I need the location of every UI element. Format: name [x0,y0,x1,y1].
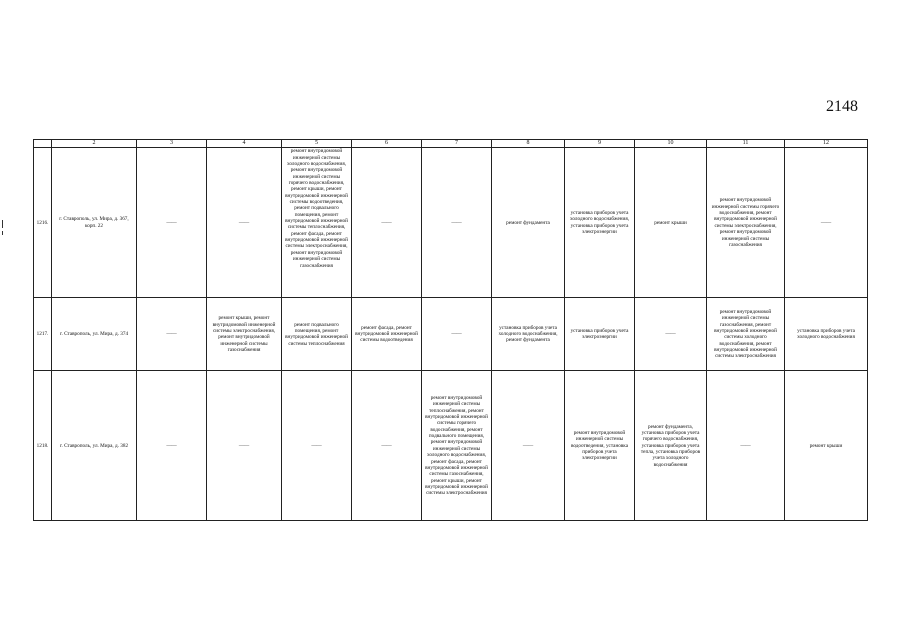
header-cell [34,140,52,148]
row-number: 1216. [34,148,52,298]
table-cell: —— [492,371,565,521]
header-cell: 8 [492,140,565,148]
table-cell: —— [707,371,785,521]
table-cell: ремонт фундамента, установка приборов учета горячего водоснабжения, установка приборов учета тепла, установка приборов учета холодного водоснабжения [635,371,707,521]
table-cell: —— [422,148,492,298]
table-cell: установка приборов учета холодного водоснабжения [785,298,868,371]
table-row [34,371,868,521]
table-cell: —— [352,371,422,521]
table-cell: —— [137,298,207,371]
header-cell: 3 [137,140,207,148]
cell-text: ремонт внутридомовой инженерной системы холодного водоснабжения, ремонт внутридомовой инженерной системы горячего водоснабжения, ремонт крыши, ремонт внутридомовой инженерной системы водоотведения, ремонт подвального помещения, ремонт внутридомовой инженерной системы теплоснабжения, ремонт фасада, ремонт внутридомовой инженерной системы электроснабжения, ремонт внутридомовой инженерной системы газоснабжения [285,148,348,269]
table-cell: —— [207,371,282,521]
table-cell: установка приборов учета холодного водоснабжения, установка приборов учета электроэнергии [565,148,635,298]
table-cell: —— [422,298,492,371]
table-cell: —— [635,298,707,371]
page-number: 2148 [826,98,858,115]
row-number: 1218. [34,371,52,521]
header-cell: 7 [422,140,492,148]
header-row [34,140,868,148]
table-cell: ремонт крыши [785,371,868,521]
table-cell: ремонт фундамента [492,148,565,298]
table-cell [282,148,352,298]
table-cell: —— [207,148,282,298]
table-cell: ремонт фасада, ремонт внутридомовой инженерной системы водоотведения [352,298,422,371]
table-cell: ремонт крыши, ремонт внутридомовой инженерной системы электроснабжения, ремонт внутридомовой инженерной системы газоснабжения [207,298,282,371]
table-cell: —— [137,371,207,521]
margin-mark [2,220,3,228]
header-cell: 10 [635,140,707,148]
table-cell: ремонт подвального помещения, ремонт внутридомовой инженерной системы теплоснабжения [282,298,352,371]
row-number: 1217. [34,298,52,371]
repair-schedule-table [33,139,868,521]
table-cell: ремонт внутридомовой инженерной системы теплоснабжения, ремонт внутридомовой инженерной системы горячего водоснабжения, ремонт подвального помещения, ремонт внутридомовой инженерной системы холодного водоснабжения, ремонт фасада, ремонт внутридомовой инженерной системы газоснабжения, ремонт крыши, ремонт внутридомовой инженерной системы электроснабжения [422,371,492,521]
header-cell: 4 [207,140,282,148]
header-cell: 9 [565,140,635,148]
table-cell: ремонт внутридомовой инженерной системы горячего водоснабжения, ремонт внутридомовой инженерной системы электроснабжения, ремонт внутридомовой инженерной системы газоснабжения [707,148,785,298]
header-cell: 12 [785,140,868,148]
header-cell: 2 [52,140,137,148]
address-cell: г. Ставрополь, ул. Мира, д. 367, корп. 22 [52,148,137,298]
header-cell: 5 [282,140,352,148]
table-cell: —— [352,148,422,298]
table-row [34,298,868,371]
margin-mark [2,231,3,235]
address-cell: г. Ставрополь, ул. Мира, д. 374 [52,298,137,371]
table-cell: —— [137,148,207,298]
table-cell: ремонт внутридомовой инженерной системы водоотведения, установка приборов учета электроэнергии [565,371,635,521]
table-cell: —— [282,371,352,521]
table-cell: установка приборов учета электроэнергии [565,298,635,371]
header-cell: 6 [352,140,422,148]
table-cell: ремонт крыши [635,148,707,298]
table-row [34,148,868,298]
table-cell: ремонт внутридомовой инженерной системы газоснабжения, ремонт внутридомовой инженерной системы холодного водоснабжения, ремонт внутридомовой инженерной системы электроснабжения [707,298,785,371]
table-cell: —— [785,148,868,298]
table-cell: установка приборов учета холодного водоснабжения, ремонт фундамента [492,298,565,371]
header-cell: 11 [707,140,785,148]
address-cell: г. Ставрополь, ул. Мира, д. 382 [52,371,137,521]
